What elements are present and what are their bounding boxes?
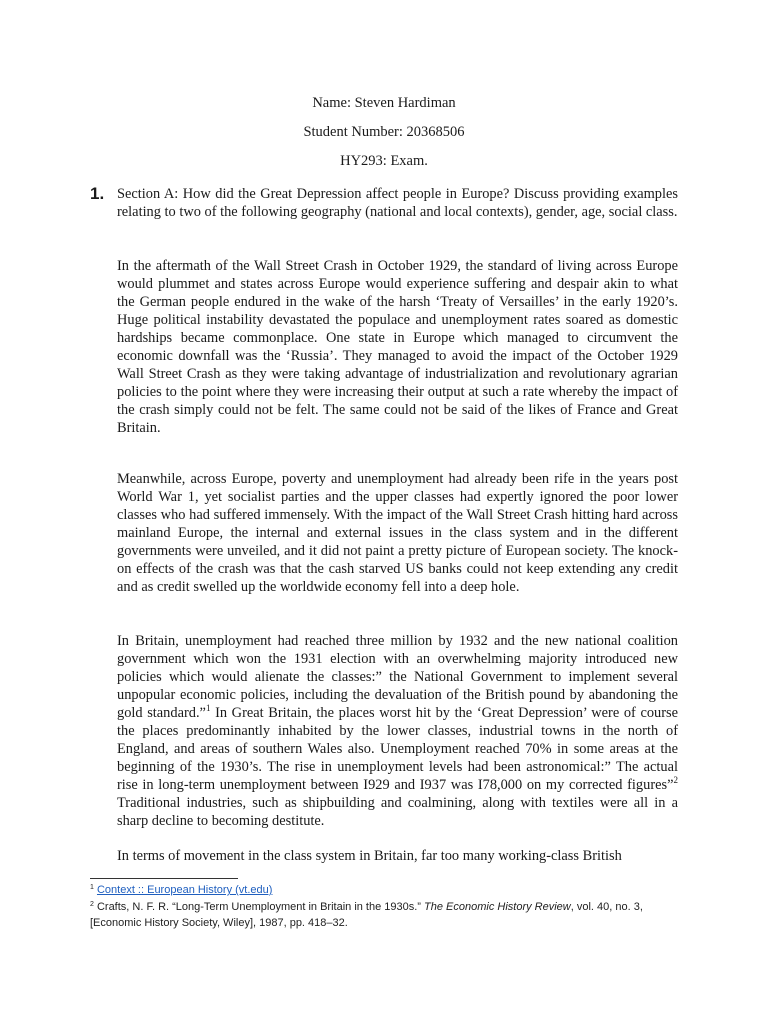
paragraph-3 xyxy=(117,632,678,831)
paragraph-3-part-c: Traditional industries, such as shipbuilding and coalmining, along with textiles were all in a sharp decline to becoming destitute. xyxy=(117,795,678,830)
footnote-2-journal: The Economic History Review xyxy=(424,901,571,913)
footnote-2-part-b: , vol. 40, no. 3, [Economic History Society, Wiley], 1987, pp. 418–32. xyxy=(90,901,643,929)
footnote-1-link[interactable]: Context :: European History (vt.edu) xyxy=(96,884,273,896)
footnote-1 xyxy=(90,882,690,898)
paragraph-3-part-a: In Britain, unemployment had reached three million by 1932 and the new national coalition government which won the 1931 election with an overwhelming majority introduced new policies which would alienate the classes:” the National Government to implement several unpopular economic policies, including the devaluation of the British pound by abandoning the gold standard.” xyxy=(117,633,678,722)
question-number: 1. xyxy=(90,184,105,203)
paragraph-4: In terms of movement in the class system in Britain, far too many working-class British xyxy=(117,848,622,864)
footnote-2-part-a: Crafts, N. F. R. “Long-Term Unemployment in Britain in the 1930s.” xyxy=(93,901,425,913)
student-number: Student Number: 20368506 xyxy=(303,124,465,140)
question-prompt: Section A: How did the Great Depression affect people in Europe? Discuss providing examples relating to two of the following geography (national and local contexts), gender, age, social class. xyxy=(117,186,678,221)
footnote-ref-1[interactable]: 1 xyxy=(205,703,211,714)
footnote-1-number: 1 xyxy=(90,884,94,891)
student-name: Name: Steven Hardiman xyxy=(312,95,456,111)
paragraph-3-part-b: In Great Britain, the places worst hit by the ‘Great Depression’ were of course the places predominantly inhabited by the lower classes, industrial towns in the north of England, and areas of southern Wales also. Unemployment reached 70% in some areas at the beginning of the 1930’s. The rise in unemployment levels had been astronomical:” The actual rise in long-term unemployment between I929 and I937 was I78,000 on my corrected figures” xyxy=(117,705,679,794)
footnote-2 xyxy=(90,899,690,931)
paragraph-1: In the aftermath of the Wall Street Crash in October 1929, the standard of living across Europe would plummet and states across Europe would experience suffering and despair akin to what the German people endured in the wake of the harsh ‘Treaty of Versailles’ in the early 1920’s. Huge political instability devastated the populace and unemployment rates soared as domestic hardships became commonplace. One state in Europe which managed to circumvent the economic downfall was the ‘Russia’. They managed to avoid the impact of the October 1929 Wall Street Crash as they were taking advantage of industrialization and revolutionary agrarian policies to the point where they were increasing their output at such a rate whereby the impact of the crash simply could not be felt. The same could not be said of the likes of France and Great Britain. xyxy=(117,258,678,437)
course-title: HY293: Exam. xyxy=(340,153,428,169)
footnote-ref-2[interactable]: 2 xyxy=(673,775,678,786)
footnote-divider xyxy=(90,878,238,879)
footnote-2-number: 2 xyxy=(90,901,94,908)
paragraph-2: Meanwhile, across Europe, poverty and unemployment had already been rife in the years post World War 1, yet socialist parties and the upper classes had expertly ignored the poor lower classes who had suffered immensely. With the impact of the Wall Street Crash hitting hard across mainland Europe, the internal and external issues in the class system and in the different governments were unveiled, and it did not paint a pretty picture of European society. The knock-on effects of the crash was that the cash starved US banks could not keep extending any credit and as credit swelled up the worldwide economy fell into a deep hole. xyxy=(117,471,678,596)
